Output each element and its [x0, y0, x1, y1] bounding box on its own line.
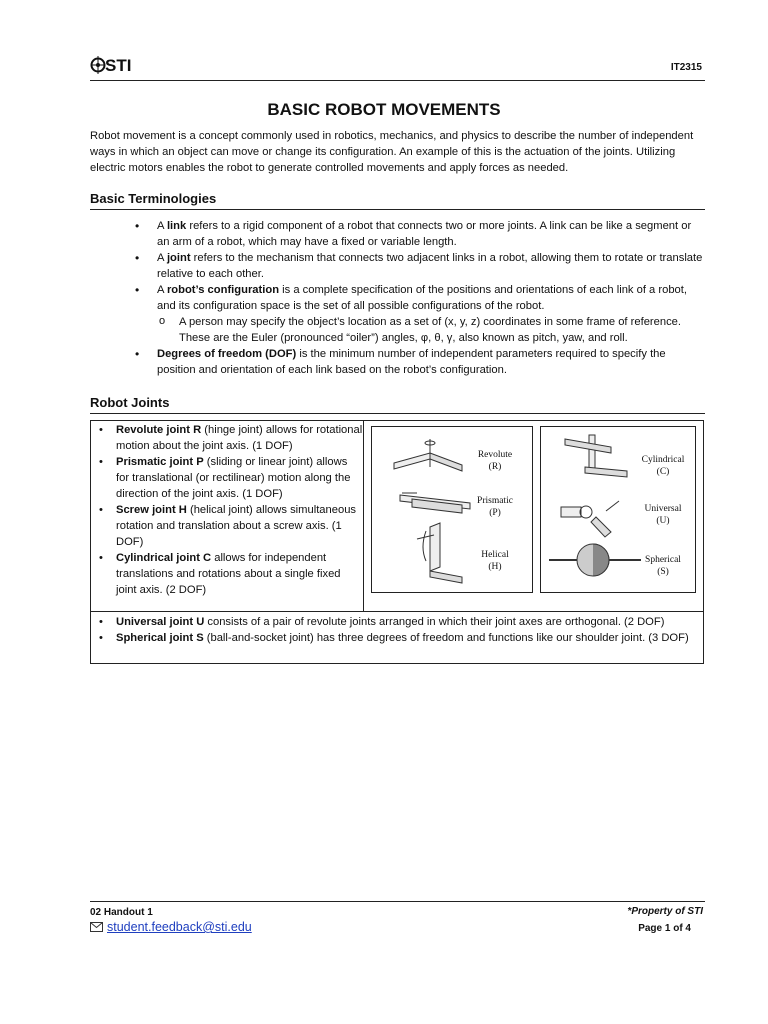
joint-description: (hinge joint) allows for rotational motion about the joint axis. (1 DOF)	[116, 424, 363, 452]
figure-code-cylindrical: (C)	[656, 467, 670, 477]
sub-list	[157, 314, 705, 346]
joints-list	[91, 421, 363, 598]
envelope-icon	[90, 922, 103, 932]
item-term: joint	[166, 252, 191, 264]
list-item	[91, 630, 703, 646]
joints-table	[90, 420, 704, 664]
footer-divider	[90, 901, 705, 902]
feedback-email-link[interactable]	[90, 920, 252, 934]
item-text: refers to the mechanism that connects two adjacent links in a robot, allowing them to rotate or translate relative to each other.	[157, 252, 703, 280]
sti-logo-icon	[90, 54, 136, 76]
list-item	[135, 218, 705, 250]
item-term: Degrees of freedom (DOF)	[157, 348, 297, 360]
logo-text: STI	[105, 56, 132, 75]
figure-label-revolute: Revolute	[477, 450, 513, 460]
joints-left-cell	[91, 421, 364, 611]
figure-label-spherical: Spherical	[645, 555, 681, 565]
joint-name: Revolute joint R	[116, 424, 202, 436]
figure-code-prismatic: (P)	[489, 508, 501, 518]
joint-name: Universal joint U	[116, 616, 205, 628]
joint-name: Cylindrical joint C	[116, 552, 212, 564]
joint-name: Screw joint H	[116, 504, 187, 516]
section-heading-joints: Robot Joints	[90, 395, 170, 410]
figure-label-helical: Helical	[481, 550, 509, 560]
intro-paragraph: Robot movement is a concept commonly used in robotics, mechanics, and physics to describe the number of independent ways in which an object can move or change its configuration. An example of this is the actuation of the joints. Utilizing electric motors enables the robot to generate controlled movements and apply forces as needed.	[90, 130, 694, 174]
joint-description: (helical joint) allows simultaneous rotation and translation about a screw axis. (1 DOF)	[116, 504, 357, 548]
sti-logo	[90, 54, 136, 76]
figure-label-cylindrical: Cylindrical	[641, 455, 685, 465]
joints-bottom-cell	[91, 611, 703, 664]
joint-figure-rph	[371, 426, 533, 593]
figure-code-revolute: (R)	[488, 462, 502, 472]
section-divider	[90, 209, 705, 210]
email-text[interactable]: student.feedback@sti.edu	[107, 920, 252, 934]
list-item	[135, 282, 705, 346]
list-item	[91, 550, 363, 598]
joints-list	[91, 612, 703, 646]
figure-label-universal: Universal	[644, 504, 682, 514]
item-text: is the minimum number of independent parameters required to specify the position and orientation of each link based on the robot’s configuration.	[157, 348, 666, 376]
item-text: A	[157, 284, 167, 296]
section-heading-terminologies: Basic Terminologies	[90, 191, 217, 206]
page-title: BASIC ROBOT MOVEMENTS	[267, 100, 501, 119]
list-item	[91, 502, 363, 550]
figure-code-helical: (H)	[488, 562, 502, 572]
course-code: IT2315	[670, 62, 702, 73]
property-note: *Property of STI	[627, 906, 703, 917]
item-text: refers to a rigid component of a robot that connects two or more joints. A link can be like a segment or an arm of a robot, which may have a fixed or variable length.	[157, 220, 692, 248]
figure-label-prismatic: Prismatic	[477, 496, 513, 506]
list-item	[91, 614, 703, 630]
list-item	[135, 250, 705, 282]
item-text: A	[157, 220, 167, 232]
joint-description: (ball-and-socket joint) has three degrees of freedom and functions like our shoulder joint. (3 DOF)	[203, 632, 689, 644]
handout-label: 02 Handout 1	[90, 907, 153, 918]
page-number: Page 1 of 4	[638, 923, 691, 934]
sub-list-item: o A person may specify the object’s location as a set of (x, y, z) coordinates in some frame of reference. These are the Euler (pronounced “oiler”) angles, φ, θ, γ, also known as pitch, yaw, and roll.	[157, 314, 705, 346]
joint-description: allows for independent translations and rotations about a single fixed joint axis. (2 DOF)	[116, 552, 341, 596]
joint-name: Spherical joint S	[116, 632, 204, 644]
section-divider	[90, 413, 705, 414]
header-divider	[90, 80, 705, 81]
joint-description: consists of a pair of revolute joints arranged in which their joint axes are orthogonal. (2 DOF)	[204, 616, 665, 628]
joint-figure-cus	[540, 426, 696, 593]
terminology-list	[135, 218, 705, 378]
item-text: A	[157, 252, 167, 264]
item-term: link	[166, 220, 187, 232]
figure-code-spherical: (S)	[657, 567, 669, 577]
item-text: is a complete specification of the positions and orientations of each link of a robot, and its configuration space is the set of all possible configurations of the robot.	[157, 284, 687, 312]
figure-code-universal: (U)	[656, 516, 670, 526]
item-term: robot’s configuration	[166, 284, 280, 296]
joint-name: Prismatic joint P	[116, 456, 204, 468]
joint-description: (sliding or linear joint) allows for translational (or rectilinear) motion along the direction of the joint axis. (1 DOF)	[116, 456, 351, 500]
list-item	[91, 454, 363, 502]
list-item	[135, 346, 705, 378]
list-item	[91, 422, 363, 454]
